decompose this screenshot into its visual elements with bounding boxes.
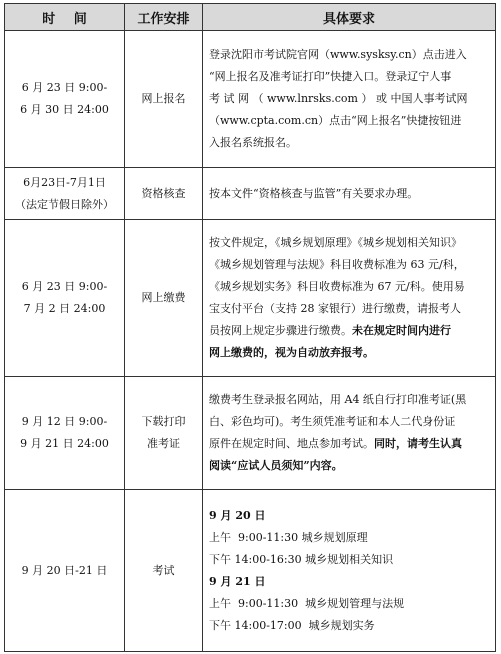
time-line: 6 月 23 日 9:00-: [21, 81, 108, 94]
requirement-bold-line: 阅读“应试人员须知”内容。: [209, 459, 343, 472]
task-cell: [125, 220, 203, 377]
task-line: 网上报名: [141, 92, 186, 105]
time-line: 9 月 12 日 9:00-: [21, 415, 108, 428]
requirement-line: 缴费考生登录报名网站，用 A4 纸自行打印准考证(黑: [209, 393, 467, 406]
exam-date: 9 月 20 日: [209, 508, 266, 522]
requirement-line: “网上报名及准考证打印”快捷入口。登录辽宁人事: [209, 70, 452, 83]
task-cell: [125, 490, 203, 652]
requirement-cell: [203, 168, 496, 220]
requirement-line: 按文件规定，《城乡规划原理》《城乡规划相关知识》: [209, 236, 462, 249]
requirement-line: 《城乡规划管理与法规》科目收费标准为 63 元/科，: [209, 258, 465, 271]
task-cell: [125, 31, 203, 168]
schedule-table: [4, 3, 496, 652]
time-line: 7 月 2 日 24:00: [23, 302, 106, 315]
table-row: [5, 31, 496, 168]
requirement-cell: [203, 31, 496, 168]
time-line: （法定节假日除外）: [15, 197, 114, 211]
requirement-line: 《城乡规划实务》科目收费标准为 67 元/科。使用易: [209, 280, 465, 293]
exam-schedule-cell: [203, 490, 496, 652]
requirement-text: 原件在规定时间、地点参加考试。: [209, 437, 374, 450]
requirement-line: 按本文件“资格核查与监管”有关要求办理。: [209, 186, 419, 200]
time-cell: [5, 490, 125, 652]
time-line: 9 月 21 日 24:00: [20, 437, 109, 450]
table-row: [5, 168, 496, 220]
requirement-bold-line: 网上缴费的，视为自动放弃报考。: [209, 346, 374, 359]
header-row: [5, 4, 496, 31]
exam-session: 上午 9:00-11:30 城乡规划原理: [209, 530, 368, 544]
requirement-line: 考 试 网 （ www.lnrsks.com ） 或 中国人事考试网: [209, 92, 468, 105]
requirement-line: 入报名系统报名。: [209, 136, 297, 149]
task-cell: [125, 168, 203, 220]
requirement-cell: [203, 377, 496, 490]
time-cell: [5, 220, 125, 377]
time-cell: [5, 377, 125, 490]
task-cell: [125, 377, 203, 490]
time-line: 6月23日-7月1日: [23, 175, 106, 189]
requirement-line: [209, 433, 491, 455]
exam-session: 下午 14:00-17:00 城乡规划实务: [209, 618, 375, 632]
exam-date: 9 月 21 日: [209, 574, 266, 588]
task-line: 资格核查: [141, 186, 186, 200]
requirement-line: （www.cpta.com.cn）点击“网上报名”快捷按钮进: [209, 114, 462, 127]
time-line: 6 月 23 日 9:00-: [21, 280, 108, 293]
exam-session: 上午 9:00-11:30 城乡规划管理与法规: [209, 596, 405, 610]
time-line: 9 月 20 日-21 日: [21, 563, 108, 577]
time-line: 6 月 30 日 24:00: [20, 103, 109, 116]
task-line: 下载打印: [141, 415, 186, 428]
exam-session: 下午 14:00-16:30 城乡规划相关知识: [209, 552, 394, 566]
time-cell: [5, 168, 125, 220]
table-row: [5, 490, 496, 652]
requirement-text: 员按网上规定步骤进行缴费。: [209, 324, 352, 337]
header-task: 工作安排: [125, 4, 203, 31]
requirement-bold-text: 同时，请考生认真: [374, 437, 462, 450]
table-row: [5, 377, 496, 490]
requirement-line: 宝支付平台（支持 28 家银行）进行缴费，请报考人: [209, 302, 461, 315]
requirement-cell: [203, 220, 496, 377]
time-cell: [5, 31, 125, 168]
requirement-line: 白、彩色均可)。考生须凭准考证和本人二代身份证: [209, 415, 456, 428]
requirement-line: [209, 320, 491, 342]
task-line: 考试: [152, 563, 175, 577]
header-requirements: 具体要求: [203, 4, 496, 31]
table-row: [5, 220, 496, 377]
header-time: 时 间: [5, 4, 125, 31]
task-line: 准考证: [147, 437, 180, 450]
requirement-line: 登录沈阳市考试院官网（www.sysksy.cn）点击进入: [209, 48, 467, 61]
task-line: 网上缴费: [141, 291, 186, 304]
requirement-bold-text: 未在规定时间内进行: [352, 324, 451, 337]
